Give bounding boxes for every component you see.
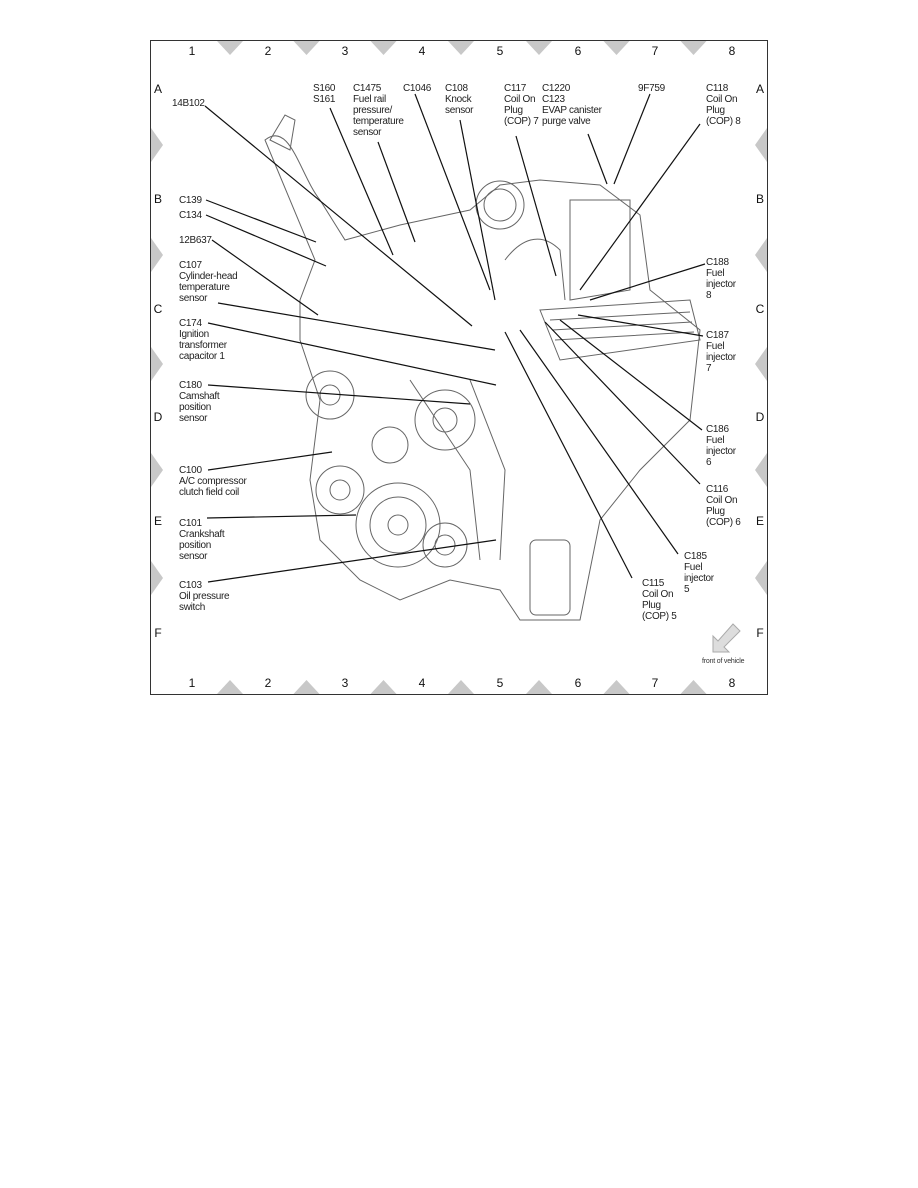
column-number-top: 7 [651,44,659,58]
grid-marker-right [755,561,767,595]
column-number-bottom: 2 [264,676,272,690]
label-c115: C115 Coil On Plug (COP) 5 [642,578,677,622]
column-number-top: 5 [496,44,504,58]
row-letter-right: F [756,626,764,640]
label-c103: C103 Oil pressure switch [179,580,230,613]
row-letter-left: E [153,514,162,528]
front-of-vehicle-label: front of vehicle [702,658,745,665]
row-letter-right: B [755,192,764,206]
label-9F759: 9F759 [638,83,665,94]
label-c116: C116 Coil On Plug (COP) 6 [706,484,741,528]
leader-c187 [578,315,703,336]
leader-c1220 [588,134,607,184]
leader-c117 [516,136,556,276]
row-letter-left: D [153,410,163,424]
grid-marker-right [755,128,767,162]
column-number-bottom: 7 [651,676,659,690]
front-arrow-icon [713,624,740,652]
label-c1046: C1046 [403,83,431,94]
grid-marker-bottom [526,680,552,694]
grid-marker-bottom [294,680,320,694]
label-14B102: 14B102 [172,98,205,109]
column-number-bottom: 3 [341,676,349,690]
column-number-top: 2 [264,44,272,58]
label-c139: C139 [179,195,202,206]
grid-marker-bottom [371,680,397,694]
column-number-top: 8 [728,44,736,58]
label-c101: C101 Crankshaft position sensor [179,518,225,562]
leader-c186 [560,320,702,430]
label-c1475: C1475 Fuel rail pressure/ temperature sensor [353,83,404,138]
leader-9F759 [614,94,650,184]
grid-marker-left [151,561,163,595]
grid-marker-bottom [448,680,474,694]
grid-marker-top [604,41,630,55]
label-c180: C180 Camshaft position sensor [179,380,220,424]
leader-c1046 [415,94,490,290]
column-number-top: 1 [188,44,196,58]
column-number-top: 4 [418,44,426,58]
leader-c139 [206,200,316,242]
column-number-bottom: 4 [418,676,426,690]
label-s160-s161: S160 S161 [313,83,336,105]
grid-marker-top [448,41,474,55]
grid-marker-left [151,347,163,381]
leader-c108 [460,120,495,300]
row-letter-left: A [153,82,162,96]
grid-marker-bottom [217,680,243,694]
column-number-bottom: 1 [188,676,196,690]
label-c185: C185 Fuel injector 5 [684,551,714,595]
leader-c116 [545,322,700,484]
row-letter-right: E [755,514,764,528]
label-c107: C107 Cylinder-head temperature sensor [179,260,238,304]
grid-marker-left [151,128,163,162]
grid-marker-bottom [681,680,707,694]
label-c186: C186 Fuel injector 6 [706,424,736,468]
column-number-bottom: 8 [728,676,736,690]
row-letter-right: C [755,302,765,316]
label-c117: C117 Coil On Plug (COP) 7 [504,83,539,127]
engine-drawing [265,115,700,620]
label-c108: C108 Knock sensor [445,83,474,116]
row-letter-left: C [153,302,163,316]
row-letter-right: D [755,410,765,424]
grid-marker-right [755,347,767,381]
label-c134: C134 [179,210,202,221]
grid-marker-top [294,41,320,55]
label-c188: C188 Fuel injector 8 [706,257,736,301]
leader-c180 [208,385,470,404]
column-number-bottom: 5 [496,676,504,690]
grid-marker-bottom [604,680,630,694]
leader-c115 [505,332,632,578]
row-letter-left: F [154,626,162,640]
grid-marker-left [151,453,163,487]
grid-marker-top [526,41,552,55]
leader-c174 [208,323,496,385]
label-c187: C187 Fuel injector 7 [706,330,736,374]
grid-marker-top [681,41,707,55]
label-c100: C100 A/C compressor clutch field coil [179,465,247,498]
label-c118: C118 Coil On Plug (COP) 8 [706,83,741,127]
grid-marker-right [755,453,767,487]
column-number-top: 3 [341,44,349,58]
grid-marker-right [755,238,767,272]
label-c174: C174 Ignition transformer capacitor 1 [179,318,227,362]
column-number-bottom: 6 [574,676,582,690]
label-c1220: C1220 C123 EVAP canister purge valve [542,83,602,127]
row-letter-left: B [153,192,162,206]
leader-c103 [208,540,496,582]
grid-marker-top [217,41,243,55]
leader-c185 [520,330,678,554]
grid-marker-top [371,41,397,55]
row-letter-right: A [755,82,764,96]
leader-c118 [580,124,700,290]
leader-c1475 [378,142,415,242]
column-number-top: 6 [574,44,582,58]
grid-marker-left [151,238,163,272]
label-12B637: 12B637 [179,235,212,246]
leader-lines [205,94,705,582]
leader-c101 [207,515,356,518]
